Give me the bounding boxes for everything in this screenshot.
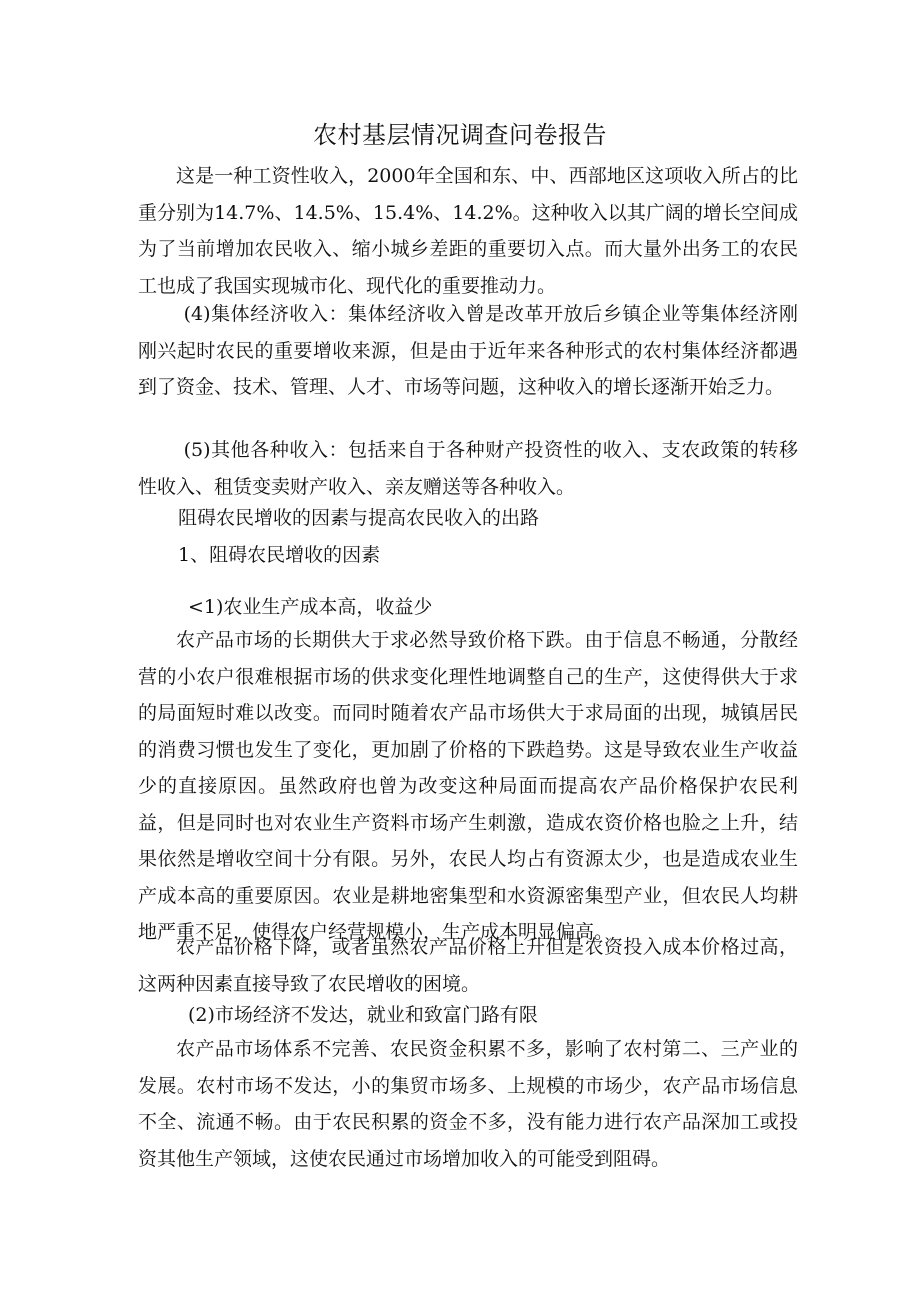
subsection-heading-obstacles: 1、阻碍农民增收的因素 [178, 544, 381, 566]
paragraph-price-factors: 农产品价格下降，或者虽然农产品价格上升但是农资投入成本价格过高，这两种因素直接导致了农民增收的困境。 [138, 936, 798, 995]
section-heading-obstacles-and-solutions: 阻碍农民增收的因素与提高农民收入的出路 [178, 507, 540, 529]
item-heading-high-cost: <1)农业生产成本高，收益少 [188, 596, 433, 618]
paragraph-collective-income: (4)集体经济收入：集体经济收入曾是改革开放后乡镇企业等集体经济刚刚兴起时农民的重要增收来源，但是由于近年来各种形式的农村集体经济都遇到了资金、技术、管理、人才、市场等问题，这种收入的增长逐渐开始乏力。 [138, 303, 798, 398]
document-title: 农村基层情况调查问卷报告 [313, 121, 607, 149]
paragraph-other-income: (5)其他各种收入：包括来自于各种财产投资性的收入、支农政策的转移性收入、租赁变卖财产收入、亲友赠送等各种收入。 [138, 439, 798, 498]
paragraph-market-system: 农产品市场体系不完善、农民资金积累不多，影响了农村第二、三产业的发展。农村市场不发达，小的集贸市场多、上规模的市场少，农产品市场信息不全、流通不畅。由于农民积累的资金不多，没有能力进行农产品深加工或投资其他生产领域，这使农民通过市场增加收入的可能受到阻碍。 [138, 1038, 798, 1170]
paragraph-market-oversupply: 农产品市场的长期供大于求必然导致价格下跌。由于信息不畅通，分散经营的小农户很难根据市场的供求变化理性地调整自己的生产，这使得供大于求的局面短时难以改变。而同时随着农产品市场供大于求局面的出现，城镇居民的消费习惯也发生了变化，更加剧了价格的下跌趋势。这是导致农业生产收益少的直接原因。虽然政府也曾为改变这种局面而提高农产品价格保护农民利益，但是同时也对农业生产资料市场产生刺激，造成农资价格也脸之上升，结果依然是增收空间十分有限。另外，农民人均占有资源太少，也是造成农业生产成本高的重要原因。农业是耕地密集型和水资源密集型产业，但农民人均耕地严重不足，使得农户经营规模小，生产成本明显偏高。 [138, 629, 798, 943]
item-heading-market-economy: (2)市场经济不发达，就业和致富门路有限 [188, 1004, 538, 1026]
paragraph-wage-income: 这是一种工资性收入，2000年全国和东、中、西部地区这项收入所占的比重分别为14.7%、14.5%、15.4%、14.2%。这种收入以其广阔的增长空间成为了当前增加农民收入、缩小城乡差距的重要切入点。而大量外出务工的农民工也成了我国实现城市化、现代化的重要推动力。 [138, 165, 798, 297]
